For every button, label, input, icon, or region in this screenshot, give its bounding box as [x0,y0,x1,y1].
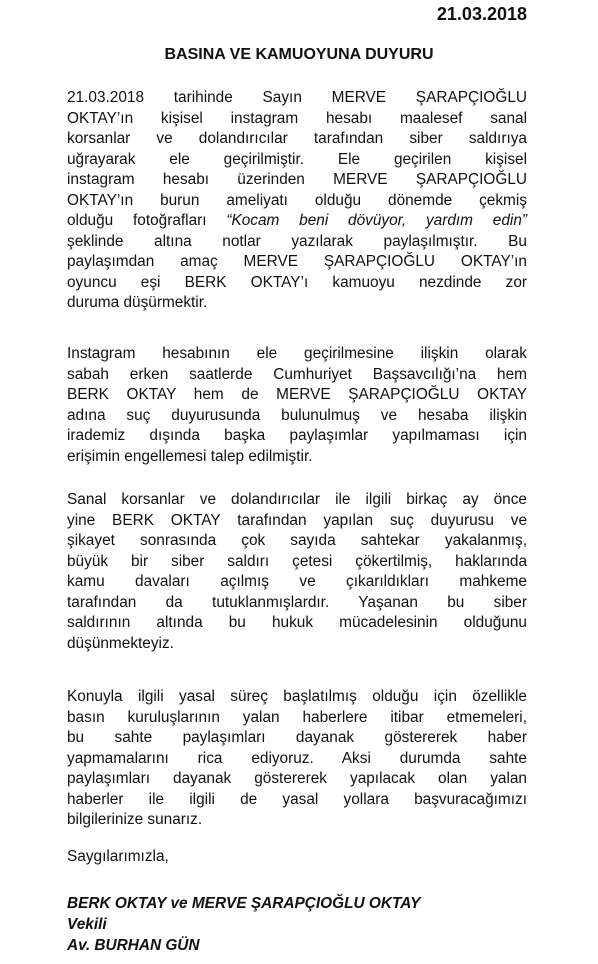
paragraph-line: adına suç duyurusunda bulunulmuş ve hesaba ilişkin [67,406,527,424]
closing-salutation: Saygılarımızla, [67,848,169,865]
document-date: 21.03.2018 [436,4,527,24]
paragraph-2 [67,344,527,467]
signature-line-3: Av. BURHAN GÜN [67,937,200,954]
paragraph-line: olduğu fotoğrafları “Kocam beni dövüyor, yardım edin” [67,212,528,229]
paragraph-1 [67,88,527,314]
paragraph-line: tarafından da tutuklanmışlardır. Yaşanan bu siber [67,593,527,611]
paragraph-line: sabah erken saatlerde Cumhuriyet Başsavcılığı’na hem [67,365,527,383]
document-title: BASINA VE KAMUOYUNA DUYURU [164,46,434,63]
quoted-note: “Kocam beni dövüyor, yardım edin” [226,212,528,229]
paragraph-4 [67,687,527,831]
signature-line-1: BERK OKTAY ve MERVE ŞARAPÇIOĞLU OKTAY [67,895,421,912]
paragraph-line: saldırının altında bu hukuk mücadelesinin olduğunu [67,614,527,631]
paragraph-line: bu sahte paylaşımları dayanak göstererek haber [67,729,527,746]
paragraph-line: yine BERK OKTAY tarafından yapılan suç duyurusu ve [67,511,527,529]
paragraph-line: erişimin engellemesi talep edilmiştir. [67,447,313,465]
paragraph-line: irademiz dışında başka paylaşımlar yapılmaması için [67,427,527,444]
signature-line-2: Vekili [67,916,107,933]
paragraph-line: instagram hesabı üzerinden MERVE ŞARAPÇIOĞLU [67,171,527,188]
paragraph-line: haberler ile ilgili de yasal yollara başvuracağımızı [67,790,527,808]
paragraph-line: oyuncu eşi BERK OKTAY’ı kamuoyu nezdinde zor [67,273,527,291]
paragraph-line: OKTAY’ın burun ameliyatı olduğu dönemde çekmiş [67,191,527,209]
paragraph-line: şikayet sonrasında çok sayıda sahtekar yakalanmış, [67,532,527,549]
paragraph-line: Sanal korsanlar ve dolandırıcılar ile ilgili birkaç ay önce [67,491,527,508]
paragraph-line: düşünmekteyiz. [67,634,174,652]
paragraph-line: korsanlar ve dolandırıcılar tarafından siber saldırıya [67,130,527,147]
paragraph-3 [67,490,527,654]
paragraph-line: OKTAY’ın kişisel instagram hesabı maalesef sanal [67,109,527,127]
paragraph-line: duruma düşürmektir. [67,294,208,311]
paragraph-line: 21.03.2018 tarihinde Sayın MERVE ŞARAPÇIOĞLU [67,89,527,106]
paragraph-line: basın kuruluşlarının yalan haberlere itibar etmemeleri, [67,708,527,726]
paragraph-line: BERK OKTAY hem de MERVE ŞARAPÇIOĞLU OKTAY [67,386,527,403]
paragraph-line: kamu davaları açılmış ve çıkarıldıkları mahkeme [67,573,527,590]
paragraph-line: paylaşımdan amaç MERVE ŞARAPÇIOĞLU OKTAY’ın [67,253,527,270]
paragraph-line: şeklinde altına notlar yazılarak paylaşılmıştır. Bu [67,232,527,250]
paragraph-line: yapmamalarını rica ediyoruz. Aksi durumda sahte [67,749,527,767]
paragraph-line: uğrayarak ele geçirilmiştir. Ele geçirilen kişisel [67,150,527,168]
paragraph-line: Konuyla ilgili yasal süreç başlatılmış olduğu için özellikle [67,688,527,705]
paragraph-line: bilgilerinize sunarız. [67,811,203,828]
paragraph-line: Instagram hesabının ele geçirilmesine ilişkin olarak [67,345,527,362]
paragraph-line: paylaşımları dayanak göstererek yapılacak olan yalan [67,770,527,787]
paragraph-line: büyük bir siber saldırı çetesi çökertilmiş, haklarında [67,552,527,570]
